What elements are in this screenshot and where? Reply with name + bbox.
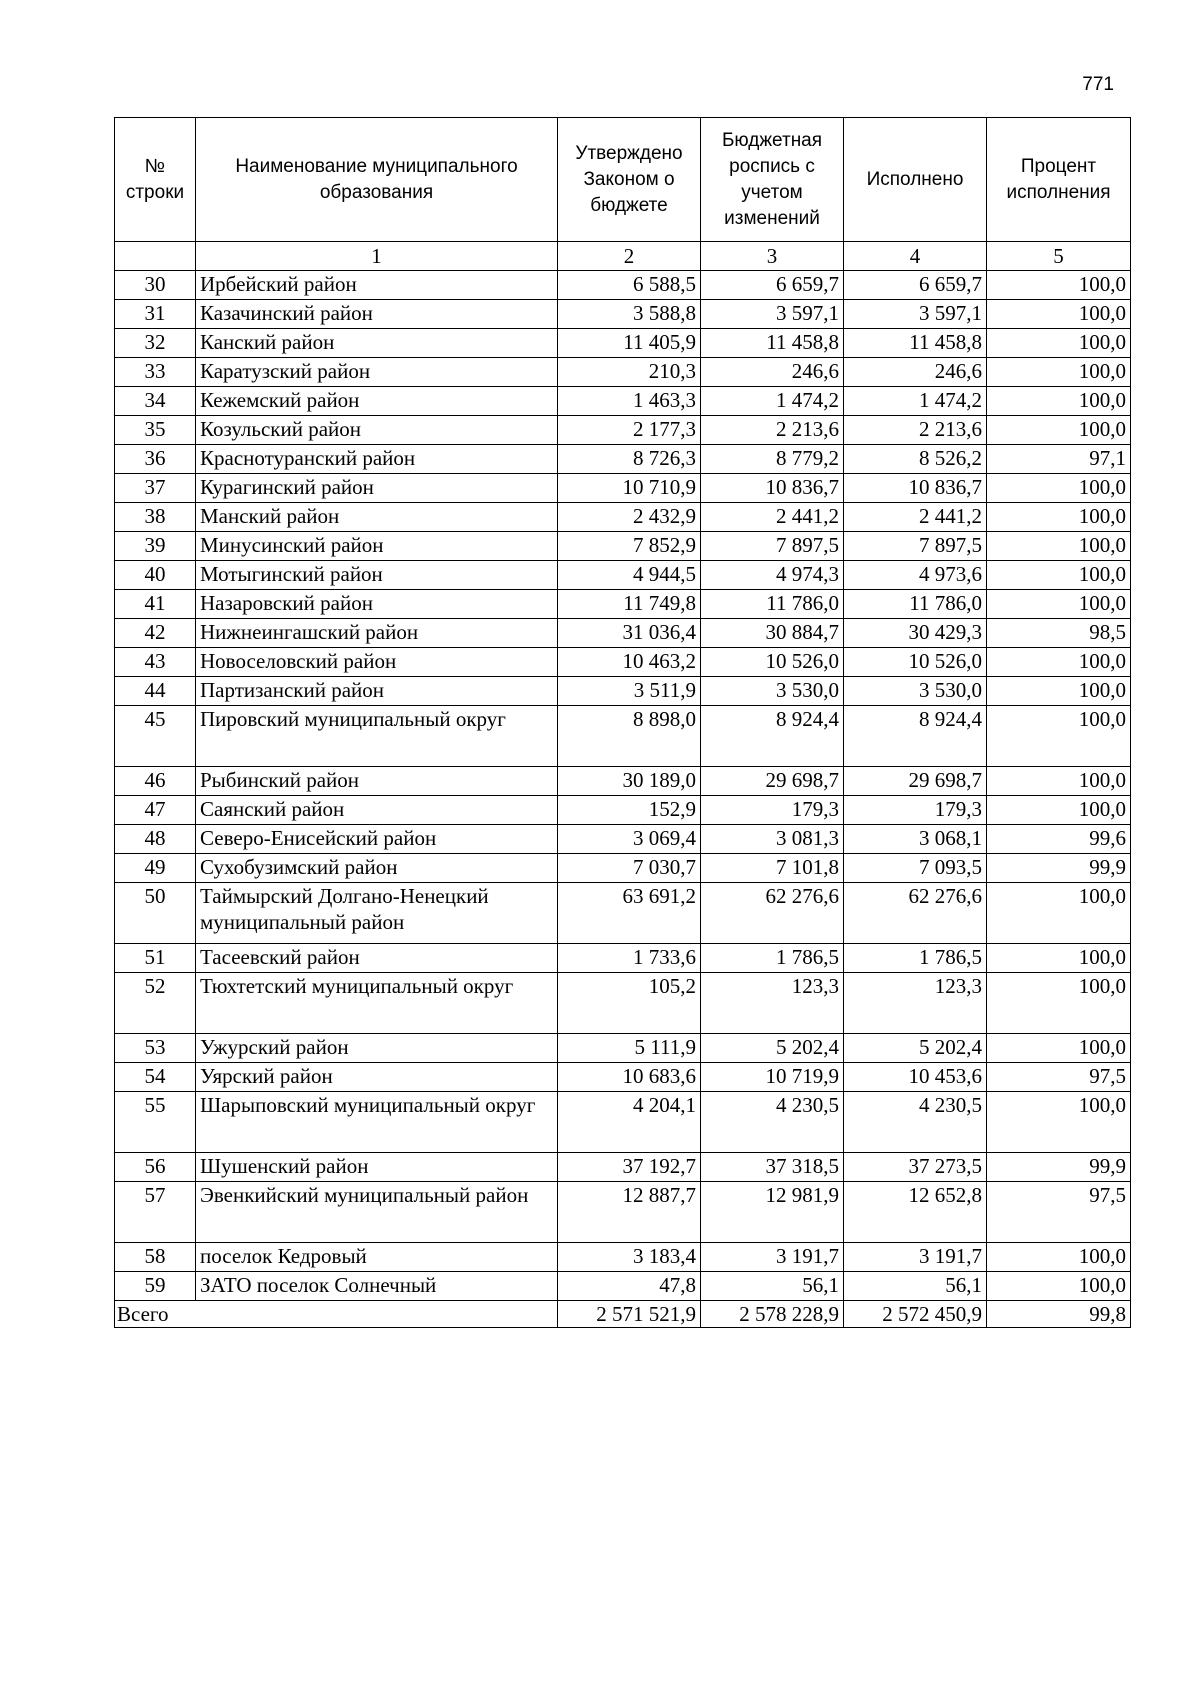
header-row-number: № строки bbox=[115, 118, 196, 242]
row-number: 42 bbox=[115, 619, 196, 648]
row-number: 44 bbox=[115, 677, 196, 706]
executed-amount: 4 973,6 bbox=[844, 561, 987, 590]
approved-amount: 105,2 bbox=[558, 973, 701, 1034]
row-number: 36 bbox=[115, 445, 196, 474]
execution-percent: 100,0 bbox=[987, 416, 1131, 445]
execution-percent: 100,0 bbox=[987, 1034, 1131, 1063]
table-row bbox=[115, 796, 1131, 825]
row-number: 51 bbox=[115, 944, 196, 973]
row-number: 31 bbox=[115, 300, 196, 329]
budget-list-amount: 11 786,0 bbox=[701, 590, 844, 619]
execution-percent: 100,0 bbox=[987, 648, 1131, 677]
municipality-name: Нижнеингашский район bbox=[196, 619, 558, 648]
row-number: 35 bbox=[115, 416, 196, 445]
municipality-name: Краснотуранский район bbox=[196, 445, 558, 474]
budget-list-amount: 5 202,4 bbox=[701, 1034, 844, 1063]
page-number: 771 bbox=[1082, 74, 1114, 95]
executed-amount: 7 897,5 bbox=[844, 532, 987, 561]
execution-percent: 100,0 bbox=[987, 706, 1131, 767]
row-number: 52 bbox=[115, 973, 196, 1034]
total-budget: 2 578 228,9 bbox=[701, 1301, 844, 1328]
budget-list-amount: 7 897,5 bbox=[701, 532, 844, 561]
executed-amount: 56,1 bbox=[844, 1272, 987, 1301]
budget-execution-table bbox=[114, 117, 1131, 1328]
budget-list-amount: 7 101,8 bbox=[701, 854, 844, 883]
table-row bbox=[115, 329, 1131, 358]
execution-percent: 100,0 bbox=[987, 767, 1131, 796]
row-number: 37 bbox=[115, 474, 196, 503]
approved-amount: 10 463,2 bbox=[558, 648, 701, 677]
row-number: 38 bbox=[115, 503, 196, 532]
execution-percent: 97,5 bbox=[987, 1063, 1131, 1092]
municipality-name: Каратузский район bbox=[196, 358, 558, 387]
budget-list-amount: 2 441,2 bbox=[701, 503, 844, 532]
row-number: 43 bbox=[115, 648, 196, 677]
executed-amount: 30 429,3 bbox=[844, 619, 987, 648]
header-percent: Процент исполнения bbox=[987, 118, 1131, 242]
approved-amount: 8 726,3 bbox=[558, 445, 701, 474]
table-row bbox=[115, 1153, 1131, 1182]
row-number: 41 bbox=[115, 590, 196, 619]
executed-amount: 8 526,2 bbox=[844, 445, 987, 474]
execution-percent: 99,9 bbox=[987, 854, 1131, 883]
executed-amount: 7 093,5 bbox=[844, 854, 987, 883]
budget-list-amount: 123,3 bbox=[701, 973, 844, 1034]
execution-percent: 100,0 bbox=[987, 300, 1131, 329]
approved-amount: 31 036,4 bbox=[558, 619, 701, 648]
executed-amount: 5 202,4 bbox=[844, 1034, 987, 1063]
municipality-name: Саянский район bbox=[196, 796, 558, 825]
execution-percent: 100,0 bbox=[987, 387, 1131, 416]
table-row bbox=[115, 767, 1131, 796]
row-number: 50 bbox=[115, 883, 196, 944]
column-index: 2 bbox=[558, 242, 701, 271]
approved-amount: 3 588,8 bbox=[558, 300, 701, 329]
executed-amount: 11 458,8 bbox=[844, 329, 987, 358]
approved-amount: 2 177,3 bbox=[558, 416, 701, 445]
municipality-name: Канский район bbox=[196, 329, 558, 358]
executed-amount: 12 652,8 bbox=[844, 1182, 987, 1243]
budget-list-amount: 56,1 bbox=[701, 1272, 844, 1301]
municipality-name: ЗАТО поселок Солнечный bbox=[196, 1272, 558, 1301]
column-index: 3 bbox=[701, 242, 844, 271]
municipality-name: Сухобузимский район bbox=[196, 854, 558, 883]
approved-amount: 210,3 bbox=[558, 358, 701, 387]
executed-amount: 10 453,6 bbox=[844, 1063, 987, 1092]
approved-amount: 2 432,9 bbox=[558, 503, 701, 532]
municipality-name: Уярский район bbox=[196, 1063, 558, 1092]
table-row bbox=[115, 706, 1131, 767]
municipality-name: Мотыгинский район bbox=[196, 561, 558, 590]
approved-amount: 7 030,7 bbox=[558, 854, 701, 883]
budget-list-amount: 246,6 bbox=[701, 358, 844, 387]
municipality-name: Новоселовский район bbox=[196, 648, 558, 677]
approved-amount: 30 189,0 bbox=[558, 767, 701, 796]
municipality-name: Ирбейский район bbox=[196, 271, 558, 300]
row-number: 47 bbox=[115, 796, 196, 825]
total-label: Всего bbox=[115, 1301, 558, 1328]
execution-percent: 100,0 bbox=[987, 944, 1131, 973]
header-row bbox=[115, 118, 1131, 242]
table-row bbox=[115, 1034, 1131, 1063]
approved-amount: 3 183,4 bbox=[558, 1243, 701, 1272]
executed-amount: 3 530,0 bbox=[844, 677, 987, 706]
executed-amount: 3 597,1 bbox=[844, 300, 987, 329]
budget-list-amount: 8 779,2 bbox=[701, 445, 844, 474]
budget-list-amount: 30 884,7 bbox=[701, 619, 844, 648]
budget-list-amount: 62 276,6 bbox=[701, 883, 844, 944]
municipality-name: Шушенский район bbox=[196, 1153, 558, 1182]
table-row bbox=[115, 1243, 1131, 1272]
execution-percent: 99,9 bbox=[987, 1153, 1131, 1182]
row-number: 45 bbox=[115, 706, 196, 767]
row-number: 33 bbox=[115, 358, 196, 387]
execution-percent: 100,0 bbox=[987, 329, 1131, 358]
execution-percent: 100,0 bbox=[987, 358, 1131, 387]
table-row bbox=[115, 1063, 1131, 1092]
row-number: 59 bbox=[115, 1272, 196, 1301]
header-municipality-name: Наименование муниципального образования bbox=[196, 118, 558, 242]
column-index bbox=[115, 242, 196, 271]
table-row bbox=[115, 300, 1131, 329]
execution-percent: 100,0 bbox=[987, 561, 1131, 590]
municipality-name: Кежемский район bbox=[196, 387, 558, 416]
approved-amount: 3 069,4 bbox=[558, 825, 701, 854]
municipality-name: Назаровский район bbox=[196, 590, 558, 619]
approved-amount: 5 111,9 bbox=[558, 1034, 701, 1063]
budget-list-amount: 12 981,9 bbox=[701, 1182, 844, 1243]
executed-amount: 246,6 bbox=[844, 358, 987, 387]
table-row bbox=[115, 503, 1131, 532]
approved-amount: 12 887,7 bbox=[558, 1182, 701, 1243]
approved-amount: 3 511,9 bbox=[558, 677, 701, 706]
municipality-name: Козульский район bbox=[196, 416, 558, 445]
budget-list-amount: 3 530,0 bbox=[701, 677, 844, 706]
approved-amount: 1 733,6 bbox=[558, 944, 701, 973]
municipality-name: Северо-Енисейский район bbox=[196, 825, 558, 854]
total-percent: 99,8 bbox=[987, 1301, 1131, 1328]
execution-percent: 99,6 bbox=[987, 825, 1131, 854]
executed-amount: 29 698,7 bbox=[844, 767, 987, 796]
table-row bbox=[115, 532, 1131, 561]
row-number: 54 bbox=[115, 1063, 196, 1092]
table-row bbox=[115, 561, 1131, 590]
budget-list-amount: 29 698,7 bbox=[701, 767, 844, 796]
municipality-name: Казачинский район bbox=[196, 300, 558, 329]
table-row bbox=[115, 648, 1131, 677]
table-row bbox=[115, 416, 1131, 445]
budget-list-amount: 6 659,7 bbox=[701, 271, 844, 300]
budget-list-amount: 37 318,5 bbox=[701, 1153, 844, 1182]
execution-percent: 97,1 bbox=[987, 445, 1131, 474]
executed-amount: 11 786,0 bbox=[844, 590, 987, 619]
row-number: 32 bbox=[115, 329, 196, 358]
table-row bbox=[115, 358, 1131, 387]
table-row bbox=[115, 677, 1131, 706]
executed-amount: 1 786,5 bbox=[844, 944, 987, 973]
table-body bbox=[115, 271, 1131, 1301]
executed-amount: 62 276,6 bbox=[844, 883, 987, 944]
row-number: 48 bbox=[115, 825, 196, 854]
table-row bbox=[115, 854, 1131, 883]
table-row bbox=[115, 1182, 1131, 1243]
execution-percent: 100,0 bbox=[987, 796, 1131, 825]
municipality-name: Таймырский Долгано-Ненецкий муниципальный район bbox=[196, 883, 558, 944]
execution-percent: 100,0 bbox=[987, 532, 1131, 561]
execution-percent: 100,0 bbox=[987, 590, 1131, 619]
table-row bbox=[115, 619, 1131, 648]
executed-amount: 10 526,0 bbox=[844, 648, 987, 677]
municipality-name: Тасеевский район bbox=[196, 944, 558, 973]
municipality-name: Курагинский район bbox=[196, 474, 558, 503]
municipality-name: поселок Кедровый bbox=[196, 1243, 558, 1272]
municipality-name: Пировский муниципальный округ bbox=[196, 706, 558, 767]
executed-amount: 37 273,5 bbox=[844, 1153, 987, 1182]
total-row bbox=[115, 1301, 1131, 1328]
budget-list-amount: 3 191,7 bbox=[701, 1243, 844, 1272]
row-number: 56 bbox=[115, 1153, 196, 1182]
executed-amount: 3 191,7 bbox=[844, 1243, 987, 1272]
approved-amount: 1 463,3 bbox=[558, 387, 701, 416]
executed-amount: 2 213,6 bbox=[844, 416, 987, 445]
approved-amount: 7 852,9 bbox=[558, 532, 701, 561]
approved-amount: 4 944,5 bbox=[558, 561, 701, 590]
approved-amount: 6 588,5 bbox=[558, 271, 701, 300]
row-number: 55 bbox=[115, 1092, 196, 1153]
execution-percent: 100,0 bbox=[987, 503, 1131, 532]
budget-list-amount: 3 597,1 bbox=[701, 300, 844, 329]
table-row bbox=[115, 1092, 1131, 1153]
column-index-row bbox=[115, 242, 1131, 271]
municipality-name: Ужурский район bbox=[196, 1034, 558, 1063]
table-row bbox=[115, 590, 1131, 619]
municipality-name: Тюхтетский муниципальный округ bbox=[196, 973, 558, 1034]
budget-list-amount: 1 786,5 bbox=[701, 944, 844, 973]
table-row bbox=[115, 883, 1131, 944]
executed-amount: 4 230,5 bbox=[844, 1092, 987, 1153]
execution-percent: 100,0 bbox=[987, 973, 1131, 1034]
executed-amount: 179,3 bbox=[844, 796, 987, 825]
approved-amount: 11 749,8 bbox=[558, 590, 701, 619]
executed-amount: 1 474,2 bbox=[844, 387, 987, 416]
column-index: 1 bbox=[196, 242, 558, 271]
execution-percent: 100,0 bbox=[987, 677, 1131, 706]
table-row bbox=[115, 387, 1131, 416]
executed-amount: 10 836,7 bbox=[844, 474, 987, 503]
approved-amount: 10 710,9 bbox=[558, 474, 701, 503]
executed-amount: 8 924,4 bbox=[844, 706, 987, 767]
execution-percent: 100,0 bbox=[987, 271, 1131, 300]
execution-percent: 100,0 bbox=[987, 1243, 1131, 1272]
budget-list-amount: 2 213,6 bbox=[701, 416, 844, 445]
table-row bbox=[115, 825, 1131, 854]
executed-amount: 6 659,7 bbox=[844, 271, 987, 300]
budget-list-amount: 4 974,3 bbox=[701, 561, 844, 590]
budget-list-amount: 1 474,2 bbox=[701, 387, 844, 416]
execution-percent: 100,0 bbox=[987, 1092, 1131, 1153]
row-number: 40 bbox=[115, 561, 196, 590]
total-approved: 2 571 521,9 bbox=[558, 1301, 701, 1328]
budget-list-amount: 179,3 bbox=[701, 796, 844, 825]
approved-amount: 4 204,1 bbox=[558, 1092, 701, 1153]
table-row bbox=[115, 973, 1131, 1034]
municipality-name: Минусинский район bbox=[196, 532, 558, 561]
execution-percent: 100,0 bbox=[987, 883, 1131, 944]
municipality-name: Партизанский район bbox=[196, 677, 558, 706]
executed-amount: 3 068,1 bbox=[844, 825, 987, 854]
column-index: 5 bbox=[987, 242, 1131, 271]
execution-percent: 98,5 bbox=[987, 619, 1131, 648]
budget-list-amount: 10 719,9 bbox=[701, 1063, 844, 1092]
budget-list-amount: 8 924,4 bbox=[701, 706, 844, 767]
budget-list-amount: 10 836,7 bbox=[701, 474, 844, 503]
budget-list-amount: 10 526,0 bbox=[701, 648, 844, 677]
table-row bbox=[115, 474, 1131, 503]
row-number: 57 bbox=[115, 1182, 196, 1243]
table-row bbox=[115, 944, 1131, 973]
header-executed: Исполнено bbox=[844, 118, 987, 242]
total-executed: 2 572 450,9 bbox=[844, 1301, 987, 1328]
header-approved: Утверждено Законом о бюджете bbox=[558, 118, 701, 242]
executed-amount: 123,3 bbox=[844, 973, 987, 1034]
approved-amount: 47,8 bbox=[558, 1272, 701, 1301]
approved-amount: 152,9 bbox=[558, 796, 701, 825]
execution-percent: 97,5 bbox=[987, 1182, 1131, 1243]
row-number: 46 bbox=[115, 767, 196, 796]
table-row bbox=[115, 271, 1131, 300]
budget-list-amount: 11 458,8 bbox=[701, 329, 844, 358]
municipality-name: Рыбинский район bbox=[196, 767, 558, 796]
column-index: 4 bbox=[844, 242, 987, 271]
row-number: 53 bbox=[115, 1034, 196, 1063]
approved-amount: 37 192,7 bbox=[558, 1153, 701, 1182]
header-budget-list: Бюджетная роспись с учетом изменений bbox=[701, 118, 844, 242]
table-row bbox=[115, 1272, 1131, 1301]
execution-percent: 100,0 bbox=[987, 1272, 1131, 1301]
budget-list-amount: 3 081,3 bbox=[701, 825, 844, 854]
approved-amount: 8 898,0 bbox=[558, 706, 701, 767]
row-number: 30 bbox=[115, 271, 196, 300]
executed-amount: 2 441,2 bbox=[844, 503, 987, 532]
municipality-name: Манский район bbox=[196, 503, 558, 532]
municipality-name: Эвенкийский муниципальный район bbox=[196, 1182, 558, 1243]
row-number: 39 bbox=[115, 532, 196, 561]
row-number: 49 bbox=[115, 854, 196, 883]
approved-amount: 63 691,2 bbox=[558, 883, 701, 944]
table-row bbox=[115, 445, 1131, 474]
row-number: 34 bbox=[115, 387, 196, 416]
execution-percent: 100,0 bbox=[987, 474, 1131, 503]
approved-amount: 10 683,6 bbox=[558, 1063, 701, 1092]
municipality-name: Шарыповский муниципальный округ bbox=[196, 1092, 558, 1153]
row-number: 58 bbox=[115, 1243, 196, 1272]
approved-amount: 11 405,9 bbox=[558, 329, 701, 358]
budget-list-amount: 4 230,5 bbox=[701, 1092, 844, 1153]
